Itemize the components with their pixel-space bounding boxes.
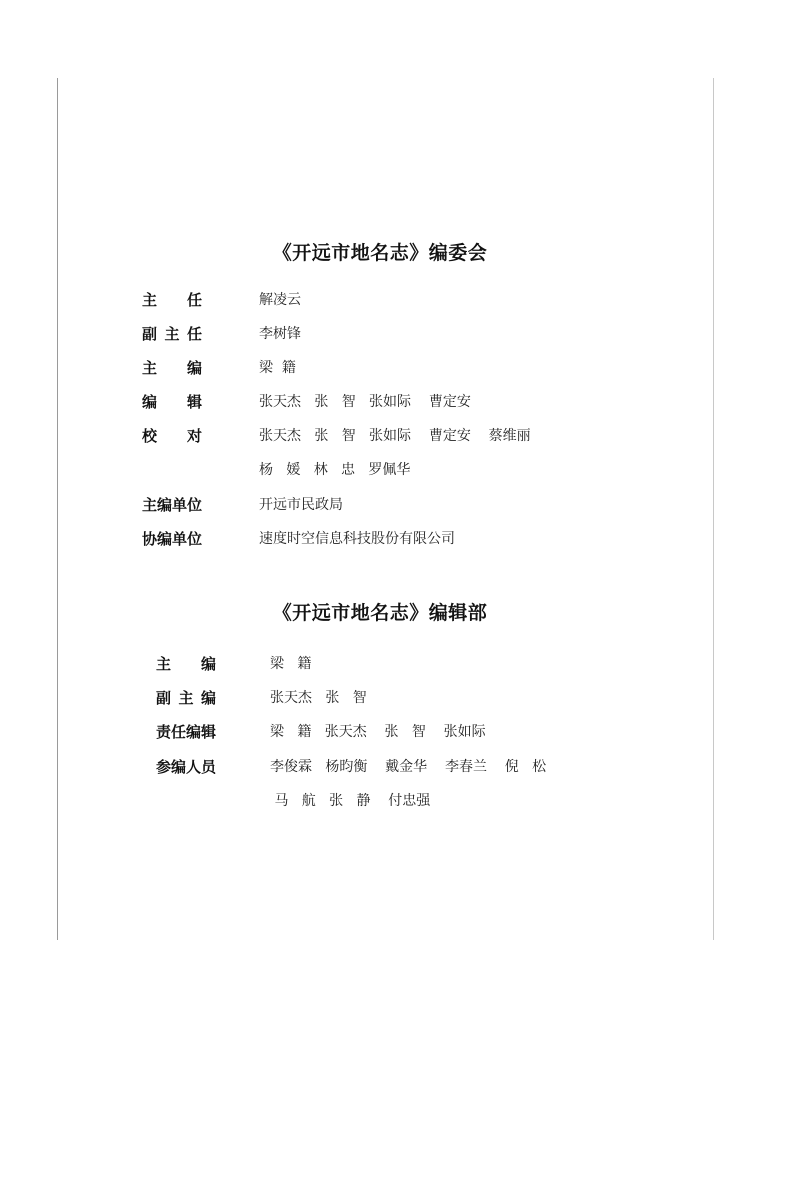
committee-value-proofreaders-cont: 杨 媛 林 忠 罗佩华 [259, 462, 411, 478]
editorial-value-deputy-chief-editor: 张天杰 张 智 [270, 690, 367, 706]
label-char: 校 [142, 427, 158, 445]
label-char: 副 [142, 325, 158, 343]
editorial-value-responsible-editors: 梁 籍 张天杰 张 智 张如际 [270, 724, 486, 740]
committee-value-co-unit: 速度时空信息科技股份有限公司 [259, 531, 455, 547]
page-right-border [713, 78, 714, 940]
committee-value-host-unit: 开远市民政局 [259, 497, 343, 513]
committee-label-director [142, 289, 202, 310]
label-char: 对 [186, 427, 202, 445]
label-char: 主 [164, 325, 180, 343]
page-left-border [57, 78, 58, 940]
editorial-value-chief-editor: 梁 籍 [270, 656, 312, 672]
editorial-label-deputy-chief-editor [156, 687, 216, 708]
editorial-label-responsible-editors: 责任编辑 [156, 723, 217, 741]
label-char: 主 [142, 291, 158, 309]
committee-label-proofreaders [142, 425, 202, 446]
label-char: 副 [156, 689, 172, 707]
committee-label-chief-editor [142, 357, 202, 378]
label-char: 任 [186, 325, 202, 343]
editorial-heading: 《开远市地名志》编辑部 [272, 602, 488, 624]
committee-label-host-unit: 主编单位 [142, 496, 203, 514]
editorial-label-chief-editor [156, 653, 216, 674]
editorial-value-contributors: 李俊霖 杨昀衡 戴金华 李春兰 倪 松 [270, 759, 547, 775]
label-char: 编 [186, 359, 202, 377]
committee-label-editors [142, 391, 202, 412]
committee-label-co-unit: 协编单位 [142, 530, 203, 548]
label-char: 编 [200, 689, 216, 707]
committee-value-director: 解凌云 [259, 292, 301, 308]
committee-value-editors: 张天杰 张 智 张如际 曹定安 [259, 394, 471, 410]
label-char: 主 [178, 689, 194, 707]
label-char: 主 [142, 359, 158, 377]
label-char: 主 [156, 655, 172, 673]
editorial-label-contributors: 参编人员 [156, 758, 217, 776]
committee-heading: 《开远市地名志》编委会 [272, 242, 488, 264]
label-char: 任 [186, 291, 202, 309]
committee-value-deputy-director: 李树锋 [259, 326, 301, 342]
committee-label-deputy-director [142, 323, 202, 344]
committee-value-proofreaders: 张天杰 张 智 张如际 曹定安 蔡维丽 [259, 428, 531, 444]
editorial-value-contributors-cont: 马 航 张 静 付忠强 [270, 793, 431, 809]
label-char: 辑 [186, 393, 202, 411]
label-char: 编 [142, 393, 158, 411]
label-char: 编 [200, 655, 216, 673]
committee-value-chief-editor: 梁 籍 [259, 360, 296, 376]
